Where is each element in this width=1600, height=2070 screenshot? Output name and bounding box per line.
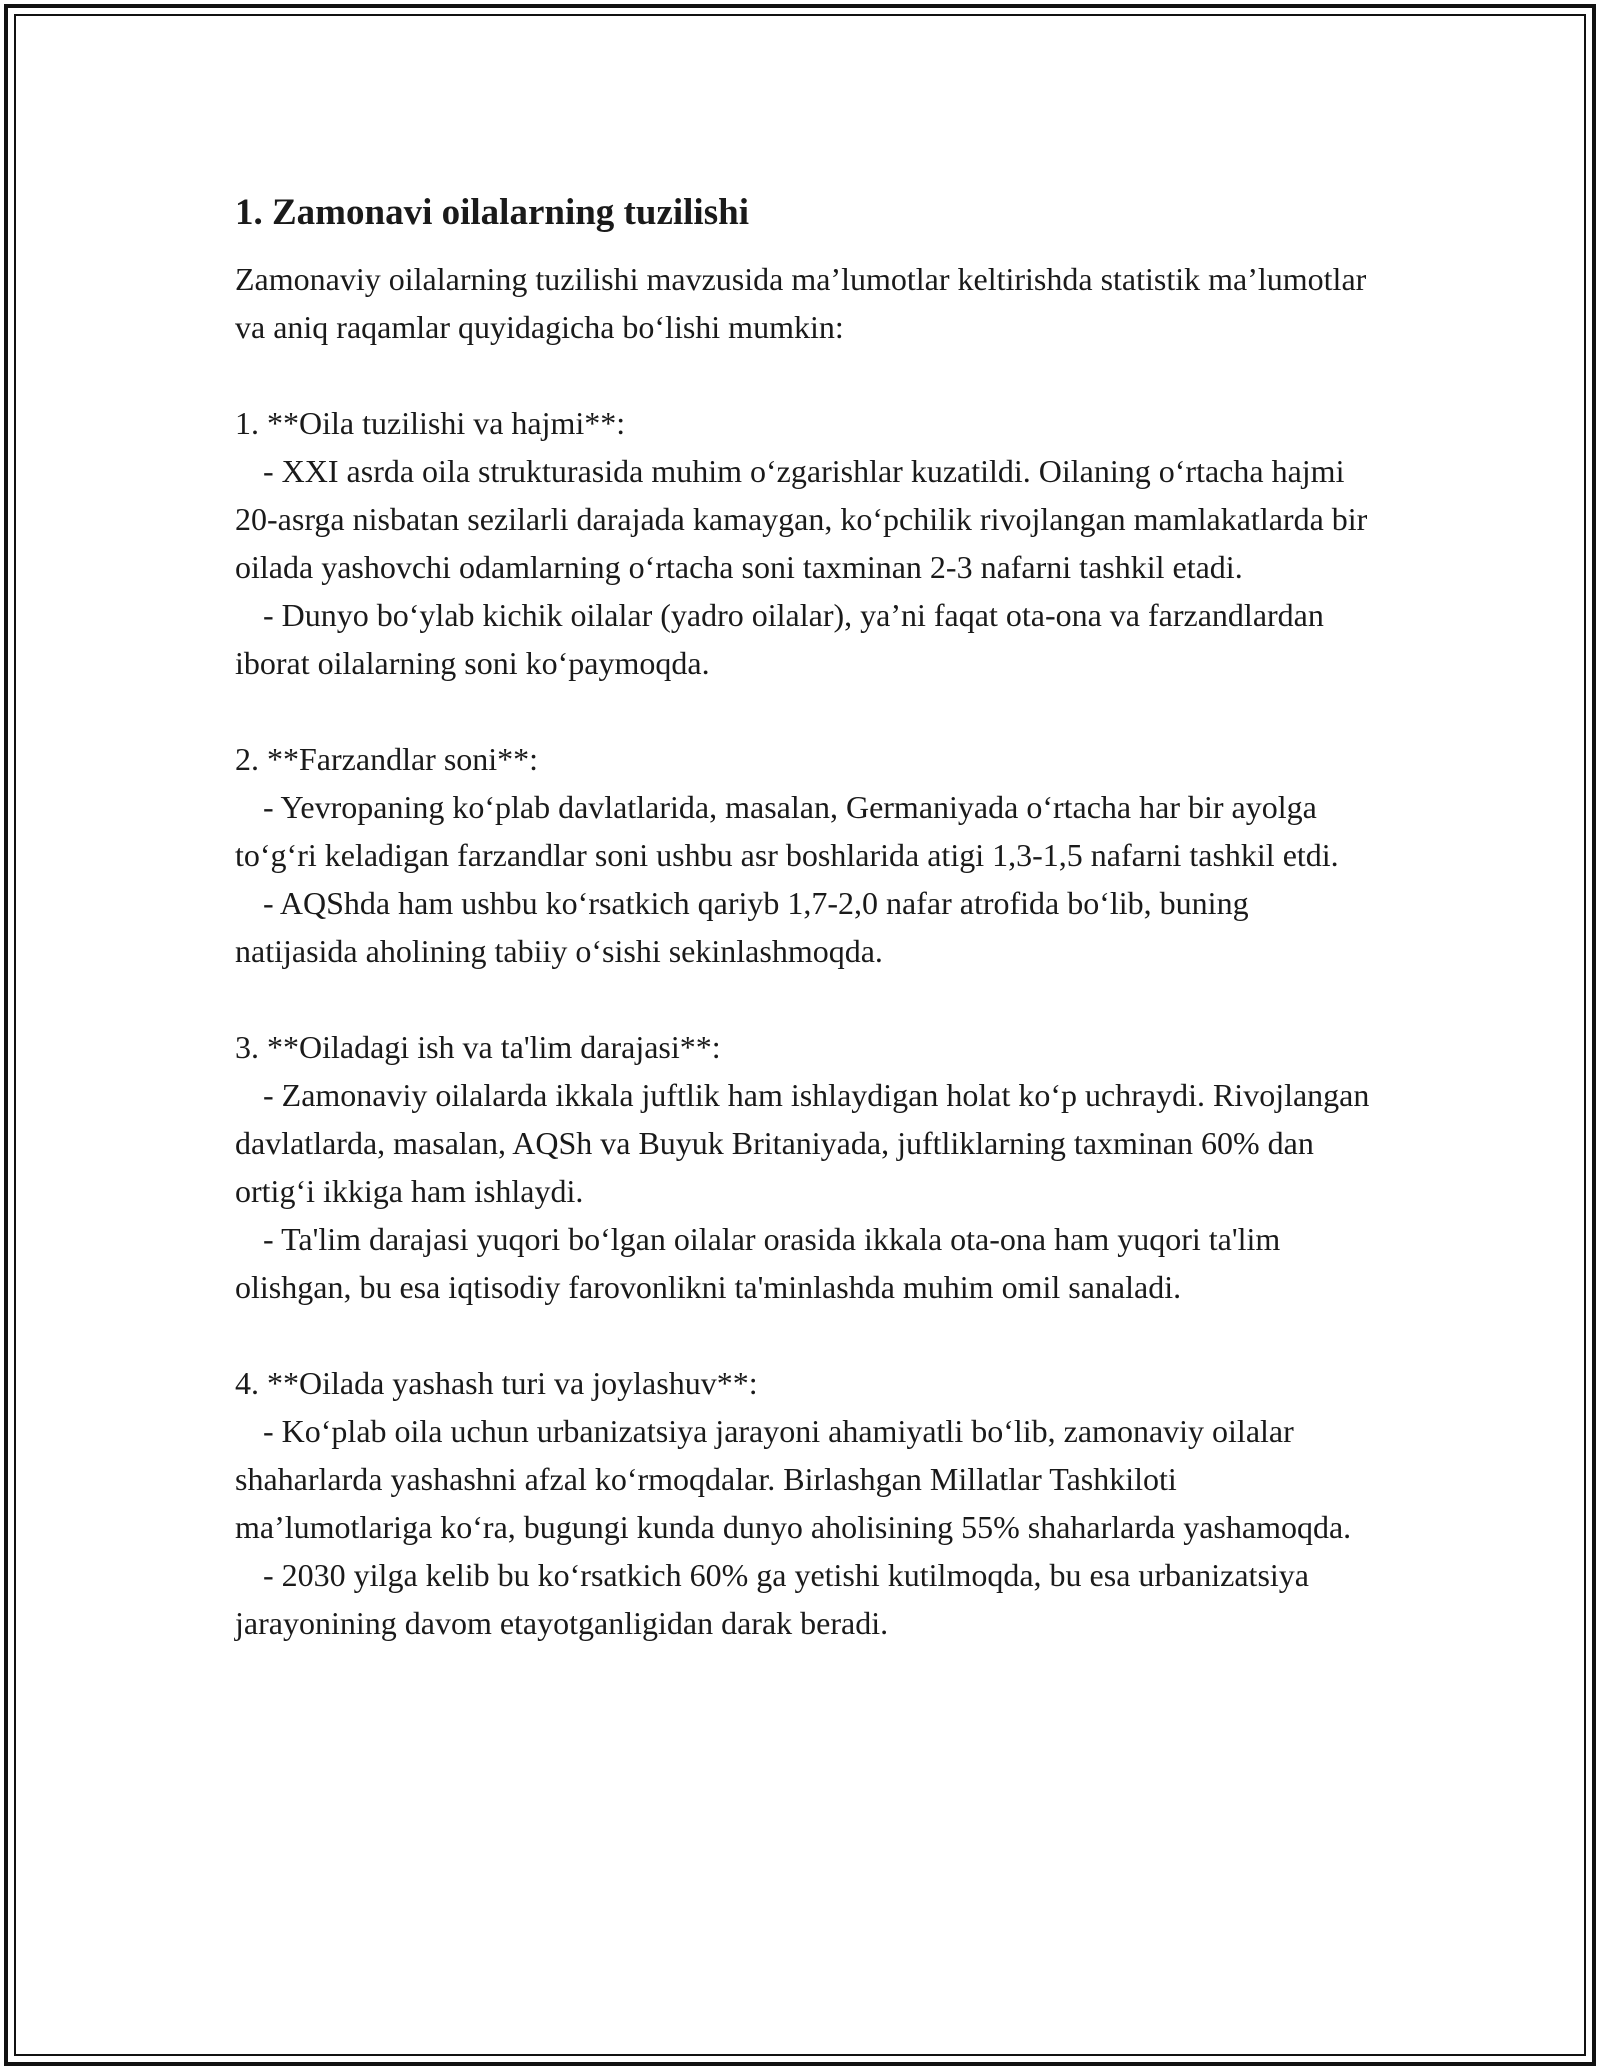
section-bullet: - AQShda ham ushbu ko‘rsatkich qariyb 1,7-2,0 nafar atrofida bo‘lib, buning natijasida aholining tabiiy o‘sishi sekinlashmoqda. [235,885,1249,969]
document-heading: 1. Zamonavi oilalarning tuzilishi [235,192,749,233]
section-title: 1. **Oila tuzilishi va hajmi**: [235,405,626,441]
section-bullet: - Dunyo bo‘ylab kichik oilalar (yadro oilalar), ya’ni faqat ota-ona va farzandlardan iborat oilalarning soni ko‘paymoqda. [235,597,1324,681]
section-title: 2. **Farzandlar soni**: [235,741,539,777]
section-bullet: - Yevropaning ko‘plab davlatlarida, masalan, Germaniyada o‘rtacha har bir ayolga to‘g‘ri keladigan farzandlar soni ushbu asr boshlarida atigi 1,3-1,5 nafarni tashkil etdi. [235,789,1339,873]
section-children-count [235,735,1375,975]
section-bullet: - Ko‘plab oila uchun urbanizatsiya jarayoni ahamiyatli bo‘lib, zamonaviy oilalar shaharlarda yashashni afzal ko‘rmoqdalar. Birlashgan Millatlar Tashkiloti ma’lumotlariga ko‘ra, bugungi kunda dunyo aholisining 55% shaharlarda yashamoqda. [235,1413,1352,1545]
section-title: 3. **Oiladagi ish va ta'lim darajasi**: [235,1029,721,1065]
section-bullet: - Ta'lim darajasi yuqori bo‘lgan oilalar orasida ikkala ota-ona ham yuqori ta'lim olishgan, bu esa iqtisodiy farovonlikni ta'minlashda muhim omil sanaladi. [235,1221,1281,1305]
section-bullet: - XXI asrda oila strukturasida muhim o‘zgarishlar kuzatildi. Oilaning o‘rtacha hajmi 20-asrga nisbatan sezilarli darajada kamaygan, ko‘pchilik rivojlangan mamlakatlarda bir oilada yashovchi odamlarning o‘rtacha soni taxminan 2-3 nafarni tashkil etadi. [235,453,1368,585]
document-body [235,185,1375,1647]
section-bullet: - 2030 yilga kelib bu ko‘rsatkich 60% ga yetishi kutilmoqda, bu esa urbanizatsiya jarayonining davom etayotganligidan darak beradi. [235,1557,1309,1641]
section-bullet: - Zamonaviy oilalarda ikkala juftlik ham ishlaydigan holat ko‘p uchraydi. Rivojlangan davlatlarda, masalan, AQSh va Buyuk Britaniyada, juftliklarning taxminan 60% dan ortig‘i ikkiga ham ishlaydi. [235,1077,1370,1209]
intro-paragraph: Zamonaviy oilalarning tuzilishi mavzusida ma’lumotlar keltirishda statistik ma’lumotlar va aniq raqamlar quyidagicha bo‘lishi mumkin: [235,261,1367,345]
section-work-education [235,1023,1375,1311]
section-title: 4. **Oilada yashash turi va joylashuv**: [235,1365,758,1401]
section-family-structure [235,399,1375,687]
section-living-location [235,1359,1375,1647]
